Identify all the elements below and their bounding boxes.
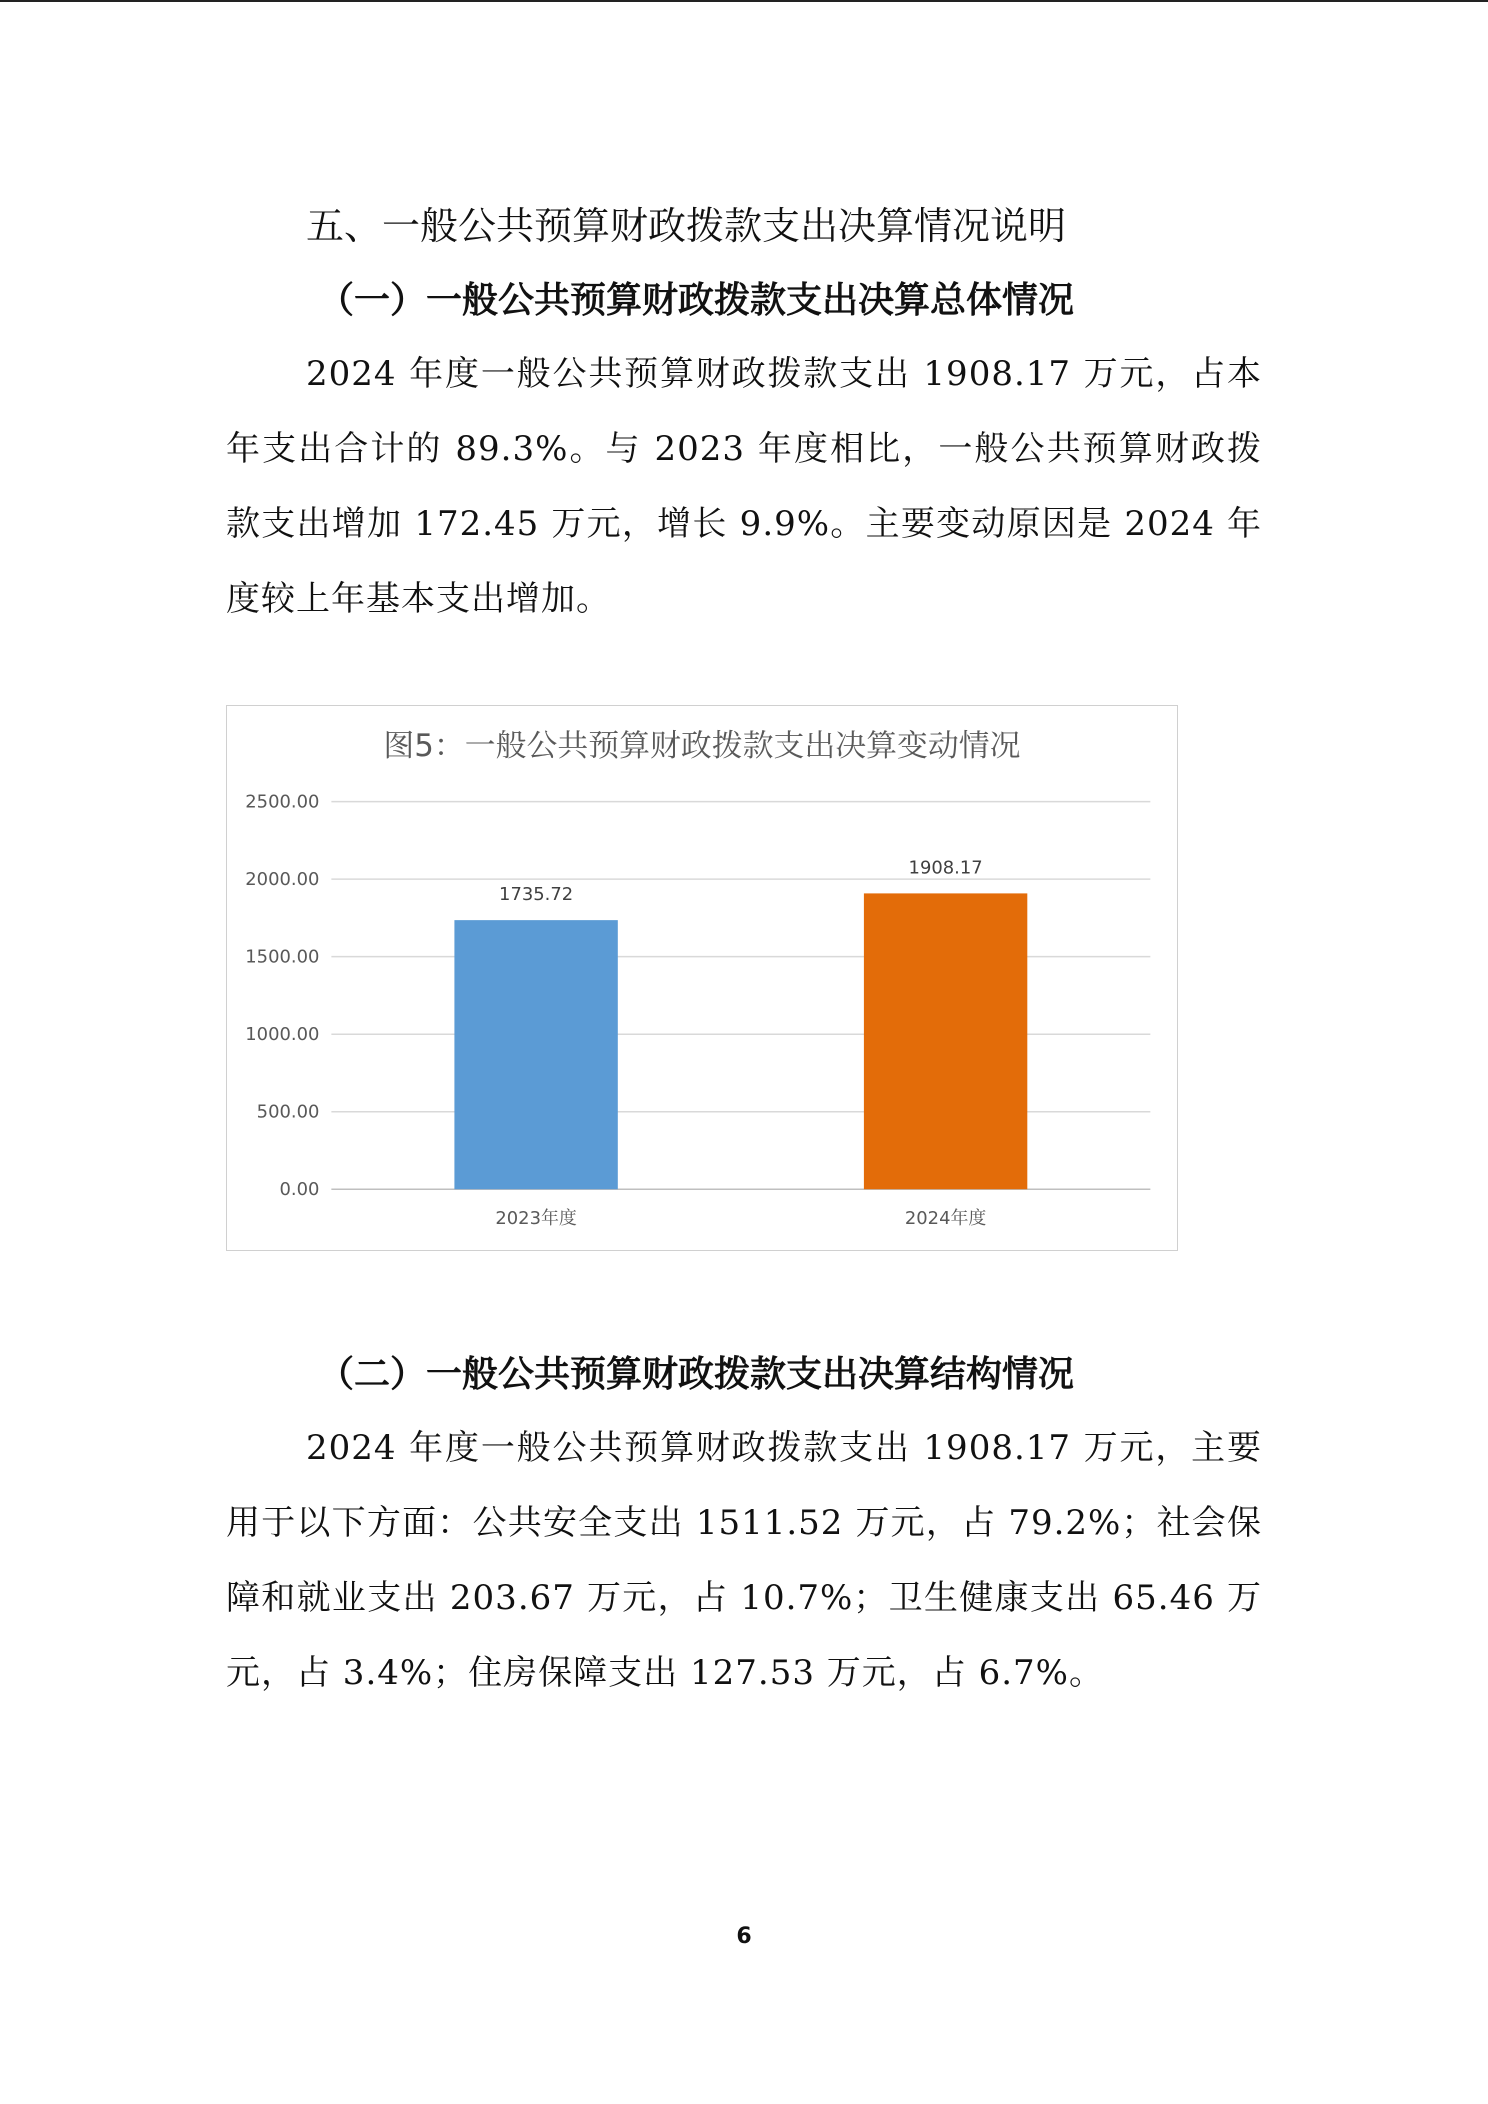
y-tick-label: 2500.00 <box>245 791 320 813</box>
bar <box>864 893 1027 1189</box>
subsection-2-title: （二）一般公共预算财政拨款支出决算结构情况 <box>318 1353 1075 1395</box>
page-number: 6 <box>736 1924 752 1949</box>
subsection-1-text: 2024 年度一般公共预算财政拨款支出 1908.17 万元，占本年支出合计的 89.3%。与 2023 年度相比，一般公共预算财政拨款支出增加 172.45 万元，增长 9.9%。主要变动原因是 2024 年度较上年基本支出增加。 <box>226 354 1262 619</box>
y-tick-label: 500.00 <box>256 1101 320 1123</box>
subsection-1-paragraph <box>226 337 1262 637</box>
subsection-1-title: （一）一般公共预算财政拨款支出决算总体情况 <box>318 279 1075 321</box>
bar <box>454 920 617 1189</box>
y-tick-label: 2000.00 <box>245 869 320 891</box>
x-tick-label: 2024年度 <box>904 1208 987 1230</box>
y-tick-label: 1500.00 <box>245 946 320 968</box>
data-label: 1735.72 <box>499 884 574 906</box>
expenditure-change-chart <box>226 705 1178 1251</box>
x-tick-label: 2023年度 <box>495 1208 577 1230</box>
data-label: 1908.17 <box>908 857 983 879</box>
chart-canvas <box>227 706 1177 1250</box>
subsection-2-paragraph <box>226 1411 1262 1711</box>
subsection-2-text: 2024 年度一般公共预算财政拨款支出 1908.17 万元，主要用于以下方面：公共安全支出 1511.52 万元，占 79.2%；社会保障和就业支出 203.67 万元，占 10.7%；卫生健康支出 65.46 万元，占 3.4%；住房保障支出 127.53 万元，占 6.7%。 <box>226 1428 1262 1693</box>
y-tick-label: 0.00 <box>279 1179 320 1201</box>
section-title: 五、一般公共预算财政拨款支出决算情况说明 <box>306 204 1067 248</box>
chart-title: 图5：一般公共预算财政拨款支出决算变动情况 <box>383 727 1021 764</box>
page-top-rule <box>0 0 1488 2</box>
y-tick-label: 1000.00 <box>245 1024 320 1046</box>
